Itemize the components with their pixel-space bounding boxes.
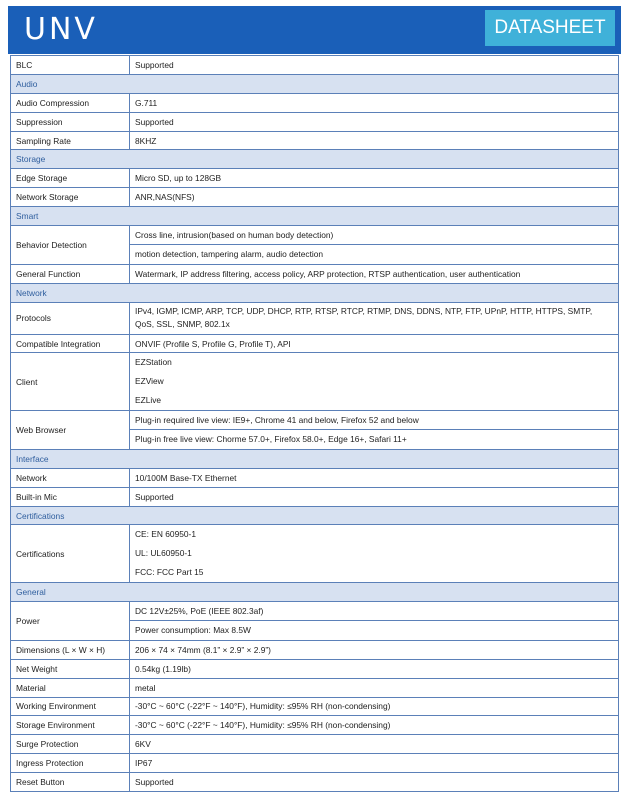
spec-value-group <box>130 226 619 265</box>
section-title: Interface <box>11 449 619 468</box>
spec-value: ANR,NAS(NFS) <box>130 188 619 207</box>
section-row <box>11 207 619 226</box>
spec-key: Web Browser <box>11 411 130 450</box>
spec-value: IPv4, IGMP, ICMP, ARP, TCP, UDP, DHCP, RTP, RTSP, RTCP, RTMP, DNS, DDNS, NTP, FTP, UPnP, HTTP, HTTPS, SMTP, QoS, SSL, SNMP, 802.1x <box>130 302 619 334</box>
spec-row <box>11 188 619 207</box>
spec-row <box>11 735 619 754</box>
spec-value: EZLive <box>135 395 162 406</box>
spec-row <box>11 602 619 641</box>
spec-row <box>11 678 619 697</box>
spec-value-group <box>130 602 619 641</box>
spec-value: EZView <box>135 376 164 387</box>
spec-key: Working Environment <box>11 697 130 716</box>
section-title: Storage <box>11 150 619 169</box>
spec-value: CE: EN 60950-1 <box>135 529 196 540</box>
section-row <box>11 283 619 302</box>
spec-key: Network <box>11 468 130 487</box>
spec-value-group <box>130 353 619 411</box>
spec-key: Edge Storage <box>11 169 130 188</box>
spec-row <box>11 302 619 334</box>
spec-row <box>11 353 619 411</box>
section-title: General <box>11 583 619 602</box>
spec-value: 10/100M Base-TX Ethernet <box>130 468 619 487</box>
section-row <box>11 506 619 525</box>
spec-key: Audio Compression <box>11 93 130 112</box>
spec-value: -30°C ~ 60°C (-22°F ~ 140°F), Humidity: ≤95% RH (non-condensing) <box>130 697 619 716</box>
spec-row <box>11 697 619 716</box>
spec-key: Behavior Detection <box>11 226 130 265</box>
spec-row <box>11 264 619 283</box>
spec-row <box>11 525 619 583</box>
spec-row <box>11 411 619 450</box>
spec-value: DC 12V±25%, PoE (IEEE 802.3af) <box>130 602 618 621</box>
spec-key: Built-in Mic <box>11 487 130 506</box>
spec-row <box>11 131 619 150</box>
spec-value: G.711 <box>130 93 619 112</box>
spec-value: UL: UL60950-1 <box>135 548 192 559</box>
spec-value: Plug-in required live view: IE9+, Chrome 41 and below, Firefox 52 and below <box>130 411 618 430</box>
section-row <box>11 150 619 169</box>
section-title: Audio <box>11 74 619 93</box>
spec-key: Network Storage <box>11 188 130 207</box>
spec-key: Suppression <box>11 112 130 131</box>
spec-value: motion detection, tampering alarm, audio detection <box>135 248 324 259</box>
spec-value: Supported <box>130 56 619 75</box>
spec-value: Supported <box>130 112 619 131</box>
spec-value: 0.54kg (1.19lb) <box>130 659 619 678</box>
spec-row <box>11 716 619 735</box>
section-title: Smart <box>11 207 619 226</box>
spec-value: Supported <box>130 487 619 506</box>
section-title: Network <box>11 283 619 302</box>
spec-row <box>11 226 619 265</box>
spec-value: ONVIF (Profile S, Profile G, Profile T), API <box>130 334 619 353</box>
spec-row <box>11 487 619 506</box>
spec-value-group <box>130 411 619 450</box>
spec-key: Power <box>11 602 130 641</box>
section-title: Certifications <box>11 506 619 525</box>
datasheet-badge: DATASHEET <box>485 10 615 46</box>
spec-row <box>11 93 619 112</box>
spec-value: 206 × 74 × 74mm (8.1” × 2.9” × 2.9”) <box>130 640 619 659</box>
spec-value: metal <box>130 678 619 697</box>
spec-row <box>11 334 619 353</box>
spec-row <box>11 640 619 659</box>
spec-value: FCC: FCC Part 15 <box>135 567 204 578</box>
spec-row <box>11 468 619 487</box>
spec-value: -30°C ~ 60°C (-22°F ~ 140°F), Humidity: ≤95% RH (non-condensing) <box>130 716 619 735</box>
spec-key: Compatible Integration <box>11 334 130 353</box>
spec-key: Storage Environment <box>11 716 130 735</box>
spec-value: Cross line, intrusion(based on human body detection) <box>130 226 618 245</box>
spec-key: Protocols <box>11 302 130 334</box>
spec-value: Watermark, IP address filtering, access policy, ARP protection, RTSP authentication, user authentication <box>130 264 619 283</box>
spec-value: IP67 <box>130 754 619 773</box>
spec-key: Reset Button <box>11 773 130 792</box>
spec-value: 8KHZ <box>130 131 619 150</box>
spec-row <box>11 773 619 792</box>
spec-key: Certifications <box>11 525 130 583</box>
spec-key: Net Weight <box>11 659 130 678</box>
spec-table <box>10 55 619 792</box>
spec-value: Micro SD, up to 128GB <box>130 169 619 188</box>
section-row <box>11 74 619 93</box>
spec-key: Sampling Rate <box>11 131 130 150</box>
spec-key: General Function <box>11 264 130 283</box>
spec-row <box>11 754 619 773</box>
section-row <box>11 449 619 468</box>
spec-row <box>11 659 619 678</box>
spec-key: Material <box>11 678 130 697</box>
spec-value: Supported <box>130 773 619 792</box>
spec-value: Power consumption: Max 8.5W <box>135 624 251 635</box>
spec-row <box>11 112 619 131</box>
spec-value: Plug-in free live view: Chorme 57.0+, Firefox 58.0+, Edge 16+, Safari 11+ <box>135 434 407 445</box>
spec-key: BLC <box>11 56 130 75</box>
spec-row <box>11 169 619 188</box>
section-row <box>11 583 619 602</box>
spec-value: 6KV <box>130 735 619 754</box>
spec-key: Dimensions (L × W × H) <box>11 640 130 659</box>
spec-value: EZStation <box>135 357 172 368</box>
spec-row <box>11 56 619 75</box>
spec-key: Surge Protection <box>11 735 130 754</box>
spec-key: Client <box>11 353 130 411</box>
spec-key: Ingress Protection <box>11 754 130 773</box>
header-bar <box>8 6 621 54</box>
spec-value-group <box>130 525 619 583</box>
brand-logo: UNV <box>24 12 98 47</box>
